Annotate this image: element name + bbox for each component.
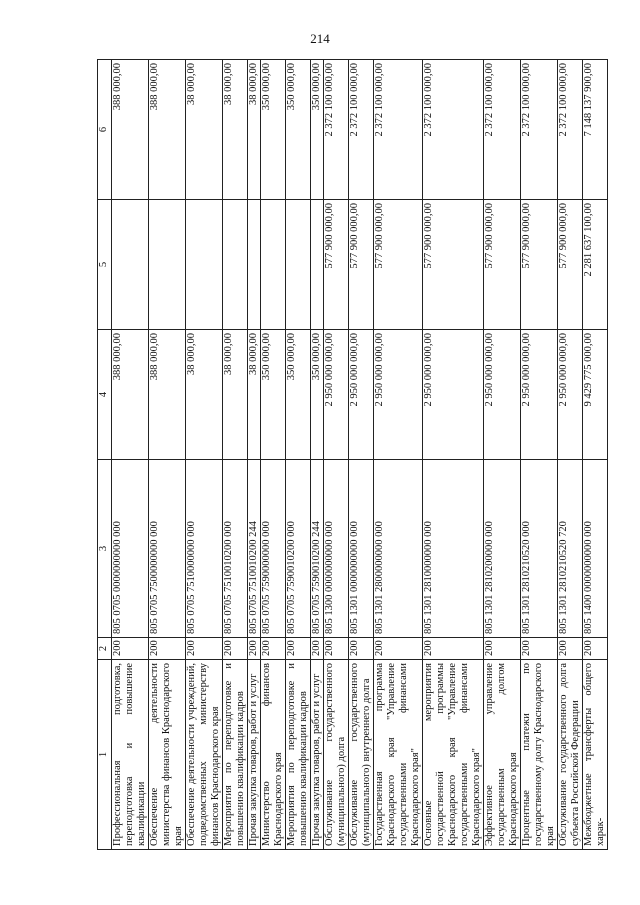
- row-amount-approved: 2 950 000 000,00: [349, 330, 374, 460]
- row-description: Обеспечение деятельности учреждений, подведомственных министерству финансов Краснодарского края: [186, 660, 223, 850]
- table-row: [112, 60, 149, 850]
- row-amount-approved: 38 000,00: [223, 330, 248, 460]
- row-description: Эффективное управление государственным долгом Краснодарского края: [484, 660, 521, 850]
- table-row: [558, 60, 583, 850]
- row-description: Процентные платежи по государственному долгу Краснодарского края: [521, 660, 558, 850]
- row-amount-approved: 388 000,00: [112, 330, 149, 460]
- rotated-table-container: [97, 60, 619, 850]
- row-code: 200: [484, 638, 521, 660]
- row-amount-remaining: 2 372 100 000,00: [324, 60, 349, 200]
- row-amount-remaining: 2 372 100 000,00: [521, 60, 558, 200]
- row-amount-executed: [311, 200, 324, 330]
- row-amount-remaining: 38 000,00: [186, 60, 223, 200]
- row-amount-remaining: 7 148 137 900,00: [583, 60, 608, 200]
- row-budget-code: 805 0705 7590000000 000: [261, 460, 286, 638]
- table-row: [248, 60, 261, 850]
- row-budget-code: 805 1400 0000000000 000: [583, 460, 608, 638]
- row-code: 200: [349, 638, 374, 660]
- row-amount-approved: 2 950 000 000,00: [374, 330, 423, 460]
- row-description: Обеспечение деятельности министерства финансов Краснодарского края: [149, 660, 186, 850]
- table-row: [423, 60, 484, 850]
- row-amount-approved: 350 000,00: [261, 330, 286, 460]
- row-amount-approved: 350 000,00: [311, 330, 324, 460]
- row-amount-remaining: 38 000,00: [223, 60, 248, 200]
- page-number: 214: [310, 31, 330, 46]
- row-code: 200: [558, 638, 583, 660]
- row-description: Обслуживание государственного долга субъекта Российской Федерации: [558, 660, 583, 850]
- row-code: 200: [324, 638, 349, 660]
- table-row: [149, 60, 186, 850]
- row-amount-approved: 2 950 000 000,00: [558, 330, 583, 460]
- table-header-row: [98, 60, 112, 850]
- row-amount-approved: 9 429 775 000,00: [583, 330, 608, 460]
- row-budget-code: 805 1301 2800000000 000: [374, 460, 423, 638]
- row-description: Прочая закупка товаров, работ и услуг: [248, 660, 261, 850]
- row-description: Прочая закупка товаров, работ и услуг: [311, 660, 324, 850]
- table-row: [311, 60, 324, 850]
- table-row: [324, 60, 349, 850]
- row-budget-code: 805 0705 7510010200 244: [248, 460, 261, 638]
- row-amount-remaining: 2 372 100 000,00: [484, 60, 521, 200]
- row-code: 200: [286, 638, 311, 660]
- row-code: 200: [311, 638, 324, 660]
- row-amount-remaining: 2 372 100 000,00: [374, 60, 423, 200]
- row-description: Профессиональная подготовка, переподготовка и повышение квалификации: [112, 660, 149, 850]
- row-amount-approved: 38 000,00: [248, 330, 261, 460]
- table-row: [261, 60, 286, 850]
- table-row: [286, 60, 311, 850]
- row-code: 200: [423, 638, 484, 660]
- row-amount-remaining: 350 000,00: [286, 60, 311, 200]
- row-description: Обслуживание государственного (муниципального) внутреннего долга: [349, 660, 374, 850]
- row-amount-executed: 2 281 637 100,00: [583, 200, 608, 330]
- row-amount-approved: 2 950 000 000,00: [521, 330, 558, 460]
- row-amount-executed: 577 900 000,00: [521, 200, 558, 330]
- table-row: [484, 60, 521, 850]
- row-amount-executed: 577 900 000,00: [423, 200, 484, 330]
- row-amount-remaining: 38 000,00: [248, 60, 261, 200]
- row-code: 200: [374, 638, 423, 660]
- row-amount-executed: [186, 200, 223, 330]
- row-code: 200: [149, 638, 186, 660]
- row-amount-remaining: 2 372 100 000,00: [349, 60, 374, 200]
- row-budget-code: 805 0705 0000000000 000: [112, 460, 149, 638]
- row-description: Межбюджетные трансферты общего харак-: [583, 660, 608, 850]
- row-budget-code: 805 0705 7500000000 000: [149, 460, 186, 638]
- row-description: Обслуживание государственного (муниципального) долга: [324, 660, 349, 850]
- row-budget-code: 805 1301 2810000000 000: [423, 460, 484, 638]
- row-amount-executed: [223, 200, 248, 330]
- row-budget-code: 805 0705 7510000000 000: [186, 460, 223, 638]
- table-row: [583, 60, 608, 850]
- row-amount-executed: 577 900 000,00: [374, 200, 423, 330]
- row-amount-approved: 388 000,00: [149, 330, 186, 460]
- row-budget-code: 805 1301 0000000000 000: [349, 460, 374, 638]
- table-row: [349, 60, 374, 850]
- row-budget-code: 805 1301 2810210520 720: [558, 460, 583, 638]
- row-amount-executed: [261, 200, 286, 330]
- row-amount-executed: 577 900 000,00: [349, 200, 374, 330]
- row-budget-code: 805 1301 2810210520 000: [521, 460, 558, 638]
- column-header: 3: [98, 460, 112, 638]
- row-amount-approved: 38 000,00: [186, 330, 223, 460]
- table-body: [112, 60, 608, 850]
- column-header: 6: [98, 60, 112, 200]
- row-budget-code: 805 1301 2810200000 000: [484, 460, 521, 638]
- row-budget-code: 805 0705 7590010200 000: [286, 460, 311, 638]
- row-amount-executed: [286, 200, 311, 330]
- budget-table: [97, 59, 608, 850]
- table-row: [186, 60, 223, 850]
- row-code: 200: [112, 638, 149, 660]
- row-description: Мероприятия по переподготовке и повышению квалификации кадров: [286, 660, 311, 850]
- row-amount-approved: 2 950 000 000,00: [423, 330, 484, 460]
- row-code: 200: [223, 638, 248, 660]
- row-code: 200: [583, 638, 608, 660]
- row-amount-approved: 350 000,00: [286, 330, 311, 460]
- row-amount-remaining: 388 000,00: [112, 60, 149, 200]
- table-row: [374, 60, 423, 850]
- row-budget-code: 805 0705 7590010200 244: [311, 460, 324, 638]
- row-description: Мероприятия по переподготовке и повышению квалификации кадров: [223, 660, 248, 850]
- row-amount-executed: 577 900 000,00: [558, 200, 583, 330]
- row-amount-remaining: 2 372 100 000,00: [423, 60, 484, 200]
- row-amount-executed: 577 900 000,00: [484, 200, 521, 330]
- column-header: 5: [98, 200, 112, 330]
- row-budget-code: 805 0705 7510010200 000: [223, 460, 248, 638]
- column-header: 4: [98, 330, 112, 460]
- row-amount-remaining: 2 372 100 000,00: [558, 60, 583, 200]
- row-amount-executed: 577 900 000,00: [324, 200, 349, 330]
- row-description: Основные мероприятия государственной программы Краснодарского края "Управление государственными финансами Краснодарского края": [423, 660, 484, 850]
- row-amount-approved: 2 950 000 000,00: [484, 330, 521, 460]
- row-budget-code: 805 1300 0000000000 000: [324, 460, 349, 638]
- row-amount-remaining: 388 000,00: [149, 60, 186, 200]
- row-description: Министерство финансов Краснодарского края: [261, 660, 286, 850]
- row-code: 200: [186, 638, 223, 660]
- row-amount-approved: 2 950 000 000,00: [324, 330, 349, 460]
- row-amount-executed: [248, 200, 261, 330]
- row-amount-remaining: 350 000,00: [261, 60, 286, 200]
- row-amount-executed: [149, 200, 186, 330]
- row-amount-remaining: 350 000,00: [311, 60, 324, 200]
- column-header: 1: [98, 660, 112, 850]
- row-code: 200: [261, 638, 286, 660]
- row-amount-executed: [112, 200, 149, 330]
- row-code: 200: [521, 638, 558, 660]
- table-row: [223, 60, 248, 850]
- table-row: [521, 60, 558, 850]
- column-header: 2: [98, 638, 112, 660]
- row-code: 200: [248, 638, 261, 660]
- row-description: Государственная программа Краснодарского края "Управление государственными финансами Краснодарского края": [374, 660, 423, 850]
